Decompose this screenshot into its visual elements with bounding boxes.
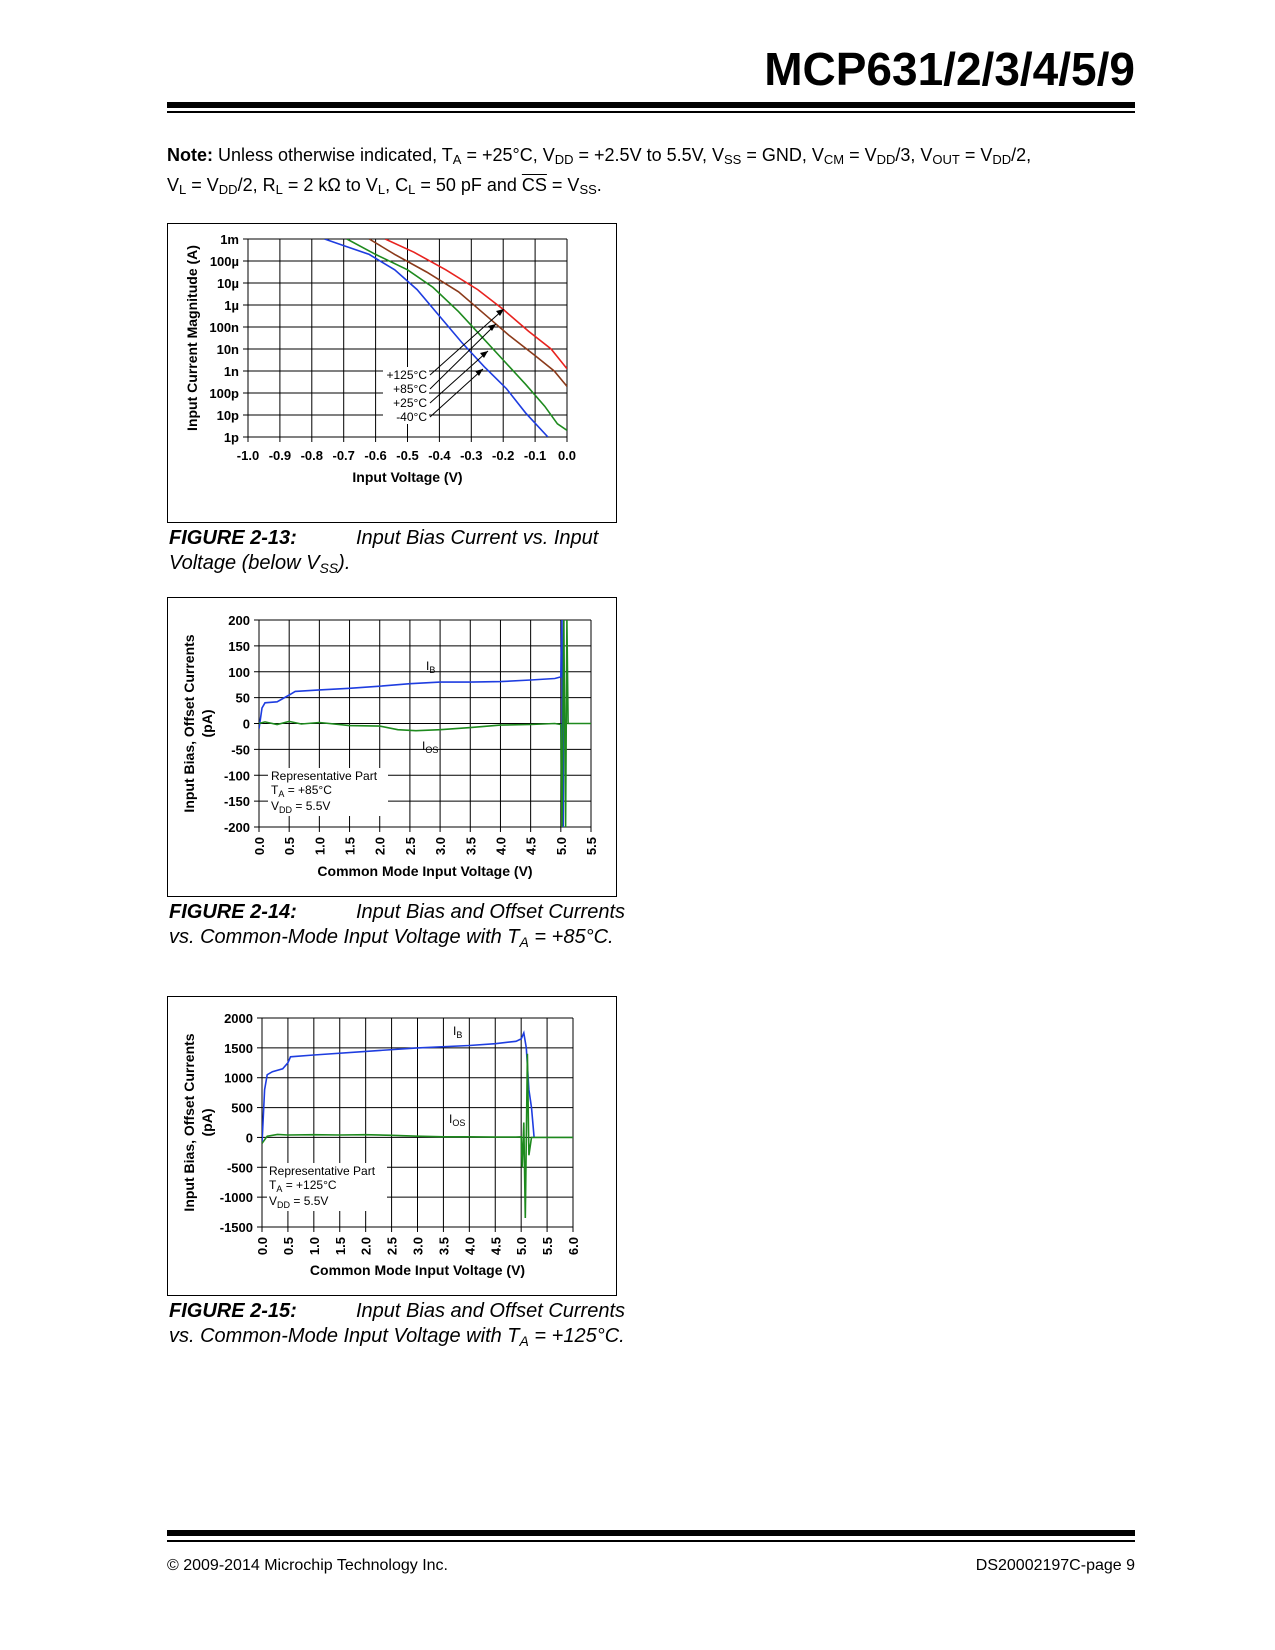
series-label-ios: $I_{OS}$ bbox=[449, 1112, 466, 1128]
x-tick-label: 1.5 bbox=[332, 1237, 348, 1256]
y-tick-label: 1m bbox=[220, 232, 239, 247]
x-tick-label: 0.0 bbox=[557, 448, 577, 463]
y-axis-label-unit: (pA) bbox=[199, 1108, 215, 1137]
y-tick-label: -500 bbox=[226, 1160, 253, 1176]
x-tick-label: -0.6 bbox=[364, 448, 387, 463]
figure-number: FIGURE 2-13: bbox=[169, 527, 297, 549]
y-tick-label: -1500 bbox=[219, 1220, 253, 1235]
x-tick-label: 3.5 bbox=[436, 1237, 452, 1256]
y-tick-label: -200 bbox=[223, 820, 250, 835]
x-axis-label: Input Voltage (V) bbox=[352, 469, 463, 485]
page-title: MCP631/2/3/4/5/9 bbox=[764, 43, 1135, 95]
x-tick-label: 4.0 bbox=[462, 1237, 478, 1256]
x-axis-label: Common Mode Input Voltage (V) bbox=[317, 863, 533, 879]
figure-2-13-box bbox=[167, 223, 617, 523]
figure-2-15-chart bbox=[168, 997, 616, 1295]
figure-number: FIGURE 2-14: bbox=[169, 901, 297, 923]
y-tick-label: 10µ bbox=[217, 276, 239, 291]
figure-2-14-chart bbox=[168, 598, 616, 896]
x-tick-label: 5.5 bbox=[584, 837, 599, 856]
x-tick-label: 3.5 bbox=[463, 837, 479, 856]
x-tick-label: 6.0 bbox=[566, 1237, 581, 1256]
annotation-line: $T_A = +85^\circ C$ bbox=[271, 783, 332, 799]
x-tick-label: 1.0 bbox=[312, 837, 328, 856]
x-tick-label: 3.0 bbox=[433, 837, 449, 856]
legend-leader-line bbox=[430, 351, 488, 403]
x-tick-label: 1.0 bbox=[306, 1237, 322, 1256]
y-tick-label: 10p bbox=[216, 408, 239, 423]
series-line-3 bbox=[325, 239, 548, 437]
x-tick-label: 4.5 bbox=[488, 1237, 504, 1256]
x-tick-label: 3.0 bbox=[410, 1237, 426, 1256]
header-rule-thin bbox=[167, 111, 1135, 113]
y-tick-label: 100µ bbox=[209, 254, 239, 269]
y-tick-label: 0 bbox=[245, 1130, 253, 1146]
header-rule-thick bbox=[167, 102, 1135, 108]
y-tick-label: 1000 bbox=[224, 1070, 253, 1086]
x-tick-label: 2.5 bbox=[384, 1237, 400, 1256]
y-tick-label: -150 bbox=[223, 794, 250, 810]
legend-label: +25°C bbox=[393, 396, 427, 410]
x-tick-label: -0.7 bbox=[332, 448, 355, 463]
x-tick-label: 0.5 bbox=[282, 837, 298, 856]
x-tick-label: 2.0 bbox=[372, 837, 388, 856]
y-tick-label: 200 bbox=[228, 613, 250, 628]
legend-label: +125°C bbox=[386, 368, 427, 382]
y-tick-label: 150 bbox=[228, 638, 250, 654]
note-line-2: $V_L = V_{DD}/2$, $R_L = 2$ kΩ to $V_L$, $C_L = 50$ pF and $\overline{CS} = V_{SS}$. bbox=[167, 175, 602, 197]
y-tick-label: -50 bbox=[231, 742, 250, 758]
x-tick-label: -1.0 bbox=[236, 448, 260, 463]
y-axis-label: Input Bias, Offset Currents bbox=[181, 634, 197, 813]
y-tick-label: -100 bbox=[223, 768, 250, 784]
figure-2-14-caption: FIGURE 2-14: Input Bias and Offset Currents vs. Common-Mode Input Voltage with $T_A = +85^\circ C$. bbox=[169, 901, 626, 950]
x-axis-label: Common Mode Input Voltage (V) bbox=[309, 1262, 526, 1278]
y-tick-label: 1n bbox=[223, 364, 239, 379]
x-tick-label: -0.2 bbox=[491, 448, 515, 463]
annotation-line: $T_A = +125^\circ C$ bbox=[269, 1178, 337, 1194]
x-tick-label: 4.5 bbox=[523, 837, 539, 856]
x-tick-label: 0.5 bbox=[280, 1237, 296, 1256]
x-tick-label: 0.0 bbox=[252, 837, 267, 856]
y-tick-label: 100n bbox=[209, 320, 239, 335]
x-tick-label: 4.0 bbox=[493, 837, 509, 856]
series-label-ios: $I_{OS}$ bbox=[422, 739, 439, 755]
y-tick-label: 100p bbox=[209, 386, 239, 401]
legend-label: +85°C bbox=[393, 382, 427, 396]
y-tick-label: 50 bbox=[235, 690, 250, 706]
figure-2-14-box bbox=[167, 597, 617, 897]
x-tick-label: 5.0 bbox=[553, 837, 569, 856]
x-tick-label: -0.8 bbox=[300, 448, 324, 463]
annotation-line: $V_{DD} = 5.5V$ bbox=[271, 799, 331, 815]
x-tick-label: 2.0 bbox=[358, 1237, 374, 1256]
x-tick-label: -0.9 bbox=[268, 448, 292, 463]
y-tick-label: 100 bbox=[228, 664, 250, 680]
note-line-1: Note: Unless otherwise indicated, $T_A = +25^\circ C$, $V_{DD} = +2.5V$ to 5.5V, $V_{SS}$ = GND, $V_{CM} = V_{DD}/3$, $V_{OUT} = V_{DD}/2$, bbox=[167, 145, 1032, 167]
annotation-line: $V_{DD} = 5.5V$ bbox=[269, 1194, 329, 1210]
annotation-line: Representative Part bbox=[269, 1164, 376, 1178]
y-tick-label: 2000 bbox=[224, 1011, 253, 1026]
series-label-ib: $I_B$ bbox=[453, 1024, 463, 1040]
x-tick-label: -0.4 bbox=[428, 448, 451, 463]
x-tick-label: 0.0 bbox=[255, 1237, 270, 1256]
x-tick-label: -0.5 bbox=[396, 448, 419, 463]
y-axis-label: Input Current Magnitude (A) bbox=[184, 245, 200, 431]
footer-copyright: © 2009-2014 Microchip Technology Inc. bbox=[167, 1557, 448, 1574]
x-tick-label: -0.3 bbox=[460, 448, 483, 463]
footer-page-number: DS20002197C-page 9 bbox=[975, 1557, 1135, 1574]
footer-rule-thick bbox=[167, 1530, 1135, 1536]
figure-2-15-box bbox=[167, 996, 617, 1296]
footer-rule-thin bbox=[167, 1540, 1135, 1542]
figure-2-13-caption: FIGURE 2-13: Input Bias Current vs. Input Voltage (below $V_{SS}$). bbox=[169, 527, 599, 576]
y-axis-label: Input Bias, Offset Currents bbox=[181, 1033, 197, 1212]
y-tick-label: 10n bbox=[216, 342, 239, 357]
y-axis-label-unit: (pA) bbox=[199, 709, 215, 738]
y-tick-label: 500 bbox=[231, 1100, 253, 1116]
series-label-ib: $I_B$ bbox=[426, 659, 436, 675]
y-tick-label: -1000 bbox=[219, 1190, 253, 1206]
x-tick-label: -0.1 bbox=[523, 448, 547, 463]
x-tick-label: 5.0 bbox=[514, 1237, 530, 1256]
x-tick-label: 1.5 bbox=[342, 837, 358, 856]
figure-2-13-chart bbox=[168, 224, 616, 522]
figure-number: FIGURE 2-15: bbox=[169, 1300, 297, 1322]
note-text bbox=[167, 140, 1127, 200]
series-line-0 bbox=[262, 1033, 534, 1144]
legend-label: -40°C bbox=[396, 410, 427, 424]
y-tick-label: 1µ bbox=[224, 298, 239, 313]
x-tick-label: 5.5 bbox=[540, 1237, 556, 1256]
y-tick-label: 1p bbox=[223, 430, 239, 445]
figure-2-15-caption: FIGURE 2-15: Input Bias and Offset Currents vs. Common-Mode Input Voltage with $T_A = +125^\circ C$. bbox=[169, 1300, 626, 1349]
annotation-line: Representative Part bbox=[271, 769, 378, 783]
x-tick-label: 2.5 bbox=[402, 837, 418, 856]
note-label: Note: bbox=[167, 145, 213, 165]
y-tick-label: 1500 bbox=[224, 1040, 253, 1056]
y-tick-label: 0 bbox=[242, 716, 250, 732]
